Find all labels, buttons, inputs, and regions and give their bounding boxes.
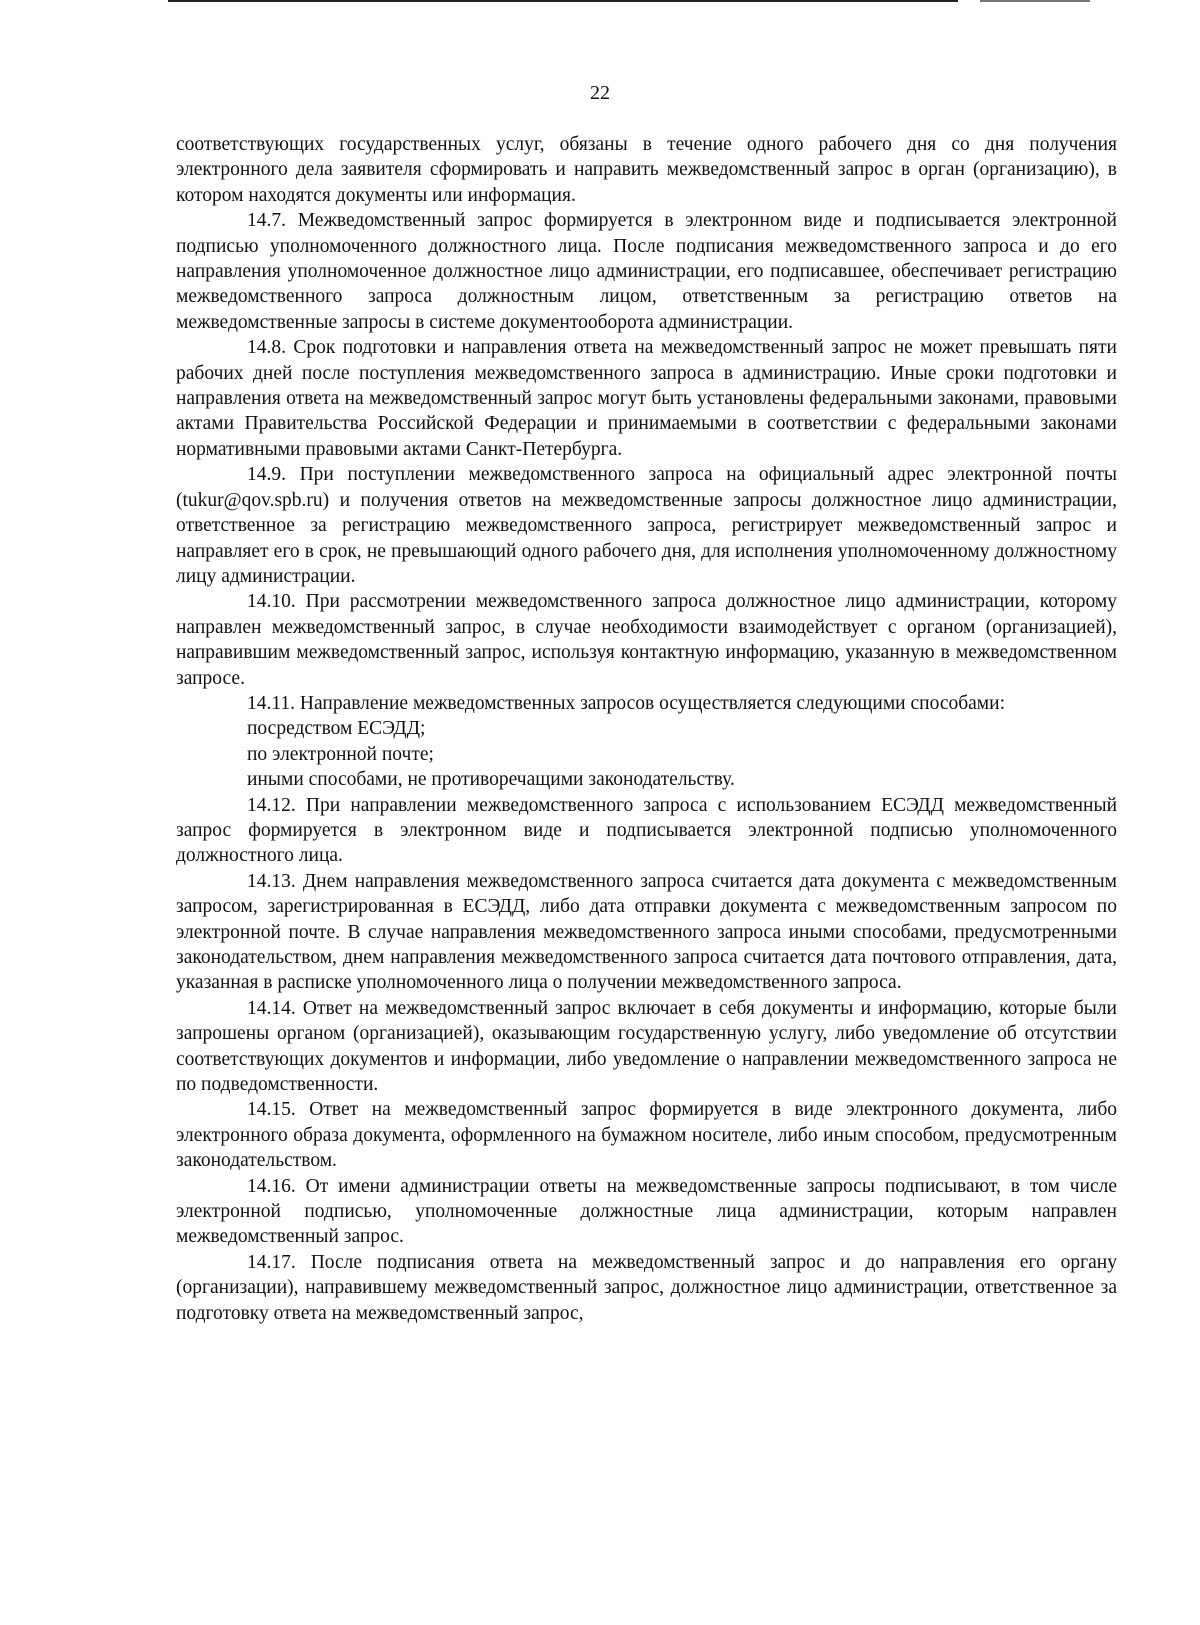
list-item-email: по электронной почте;: [247, 743, 434, 765]
paragraph-14-13: 14.13. Днем направления межведомственного запроса считается дата документа с межведомственным запросом, зарегистрированная в ЕСЭДД, либо дата отправки документа с межведомственным запросом по электронной почте. В случае направления межведомственного запроса иными способами, предусмотренными законодательством, днем направления межведомственного запроса считается дата почтового отправления, дата, указанная в расписке уполномоченного лица о получении межведомственного запроса.: [176, 870, 1117, 994]
paragraph-14-12: 14.12. При направлении межведомственного запроса с использованием ЕСЭДД межведомственный запрос формируется в электронном виде и подписывается электронной подписью уполномоченного должностного лица.: [176, 794, 1117, 867]
paragraph-14-7: 14.7. Межведомственный запрос формируется в электронном виде и подписывается электронной подписью уполномоченного должностного лица. После подписания межведомственного запроса и до его направления уполномоченное должностное лицо администрации, его подписавшее, обеспечивает регистрацию межведомственного запроса должностным лицом, ответственным за регистрацию ответов на межведомственные запросы в системе документооборота администрации.: [176, 210, 1117, 333]
paragraph-14-16: 14.16. От имени администрации ответы на межведомственные запросы подписывают, в том числе электронной подписью, уполномоченные должностные лица администрации, которым направлен межведомственный запрос.: [176, 1175, 1117, 1248]
paragraph-14-17: 14.17. После подписания ответа на межведомственный запрос и до направления его органу (организации), направившему межведомственный запрос, должностное лицо администрации, ответственное за подготовку ответа на межведомственный запрос,: [176, 1251, 1117, 1324]
document-body: [176, 132, 1117, 1326]
paragraph-continuation: соответствующих государственных услуг, обязаны в течение одного рабочего дня со дня получения электронного дела заявителя сформировать и направить межведомственный запрос в орган (организацию), в котором находятся документы или информация.: [176, 134, 1117, 206]
paragraph-14-11: 14.11. Направление межведомственных запросов осуществляется следующими способами:: [247, 692, 1005, 714]
paragraph-14-9: 14.9. При поступлении межведомственного запроса на официальный адрес электронной почты (tukur@qov.spb.ru) и получения ответов на межведомственные запросы должностное лицо администрации, ответственное за регистрацию межведомственного запроса, регистрирует межведомственный запрос и направляет его в срок, не превышающий одного рабочего дня, для исполнения уполномоченному должностному лицу администрации.: [176, 464, 1117, 587]
paragraph-14-10: 14.10. При рассмотрении межведомственного запроса должностное лицо администрации, которому направлен межведомственный запрос, в случае необходимости взаимодействует с органом (организацией), направившим межведомственный запрос, используя контактную информацию, указанную в межведомственном запросе.: [176, 591, 1117, 689]
list-item-esedd: посредством ЕСЭДД;: [247, 718, 426, 740]
paragraph-14-8: 14.8. Срок подготовки и направления ответа на межведомственный запрос не может превышать пяти рабочих дней после поступления межведомственного запроса в администрацию. Иные сроки подготовки и направления ответа на межведомственный запрос могут быть установлены федеральными законами, правовыми актами Правительства Российской Федерации и принимаемыми в соответствии с федеральными законами нормативными правовыми актами Санкт-Петербурга.: [176, 337, 1117, 460]
list-item-other: иными способами, не противоречащими законодательству.: [247, 769, 735, 791]
paragraph-14-15: 14.15. Ответ на межведомственный запрос формируется в виде электронного документа, либо электронного образа документа, оформленного на бумажном носителе, либо иным способом, предусмотренным законодательством.: [176, 1099, 1117, 1172]
top-border-line: [168, 0, 958, 2]
top-scan-mark: [980, 0, 1090, 2]
paragraph-14-14: 14.14. Ответ на межведомственный запрос включает в себя документы и информацию, которые были запрошены органом (организацией), оказывающим государственную услугу, либо уведомление об отсутствии соответствующих документов и информации, либо уведомление о направлении межведомственного запроса не по подведомственности.: [176, 997, 1117, 1096]
page-number: 22: [590, 82, 610, 104]
